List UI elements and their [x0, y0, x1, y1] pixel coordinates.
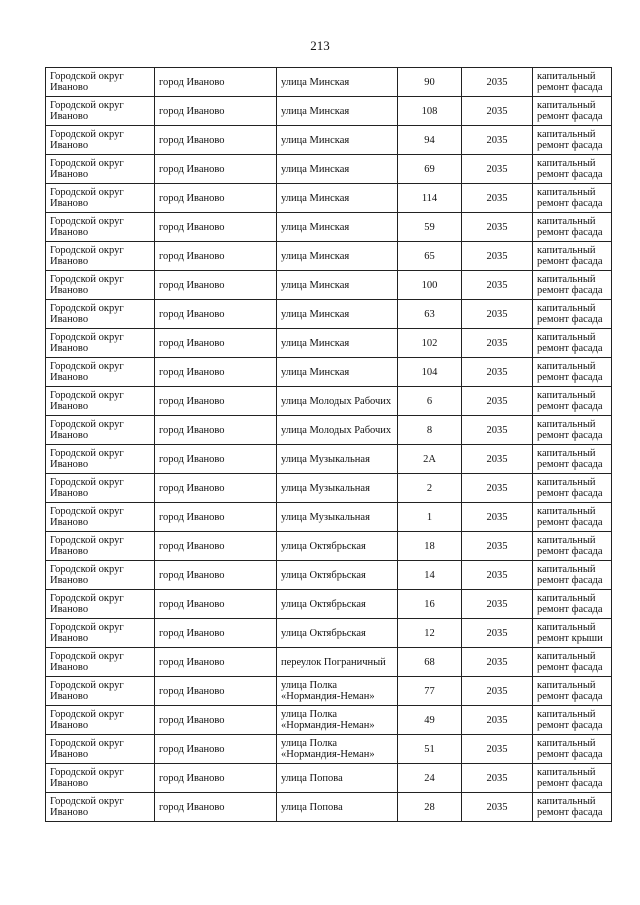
house-number-cell: 18: [398, 532, 462, 561]
table-row: [46, 97, 612, 126]
district-cell: Городской округ Иваново: [46, 445, 155, 474]
city-cell: город Иваново: [155, 97, 277, 126]
table-row: [46, 184, 612, 213]
district-cell: Городской округ Иваново: [46, 184, 155, 213]
house-number-cell: 90: [398, 68, 462, 97]
city-cell: город Иваново: [155, 329, 277, 358]
table-row: [46, 358, 612, 387]
city-cell: город Иваново: [155, 793, 277, 822]
district-cell: Городской округ Иваново: [46, 706, 155, 735]
work-type-cell: капитальный ремонт фасада: [533, 213, 612, 242]
city-cell: город Иваново: [155, 300, 277, 329]
work-type-cell: капитальный ремонт фасада: [533, 184, 612, 213]
table-row: [46, 126, 612, 155]
work-type-cell: капитальный ремонт фасада: [533, 677, 612, 706]
street-cell: улица Минская: [277, 271, 398, 300]
table-body: [46, 68, 612, 822]
house-number-cell: 102: [398, 329, 462, 358]
work-type-cell: капитальный ремонт фасада: [533, 416, 612, 445]
year-cell: 2035: [462, 358, 533, 387]
house-number-cell: 65: [398, 242, 462, 271]
year-cell: 2035: [462, 561, 533, 590]
house-number-cell: 28: [398, 793, 462, 822]
city-cell: город Иваново: [155, 68, 277, 97]
district-cell: Городской округ Иваново: [46, 97, 155, 126]
house-number-cell: 59: [398, 213, 462, 242]
city-cell: город Иваново: [155, 706, 277, 735]
year-cell: 2035: [462, 532, 533, 561]
table-row: [46, 213, 612, 242]
work-type-cell: капитальный ремонт фасада: [533, 155, 612, 184]
house-number-cell: 2А: [398, 445, 462, 474]
district-cell: Городской округ Иваново: [46, 677, 155, 706]
table-row: [46, 68, 612, 97]
city-cell: город Иваново: [155, 474, 277, 503]
city-cell: город Иваново: [155, 358, 277, 387]
district-cell: Городской округ Иваново: [46, 416, 155, 445]
year-cell: 2035: [462, 677, 533, 706]
work-type-cell: капитальный ремонт фасада: [533, 764, 612, 793]
table-row: [46, 445, 612, 474]
table-row: [46, 300, 612, 329]
year-cell: 2035: [462, 97, 533, 126]
work-type-cell: капитальный ремонт фасада: [533, 242, 612, 271]
district-cell: Городской округ Иваново: [46, 735, 155, 764]
table-row: [46, 648, 612, 677]
district-cell: Городской округ Иваново: [46, 329, 155, 358]
house-number-cell: 77: [398, 677, 462, 706]
work-type-cell: капитальный ремонт фасада: [533, 503, 612, 532]
table-row: [46, 155, 612, 184]
house-number-cell: 8: [398, 416, 462, 445]
city-cell: город Иваново: [155, 184, 277, 213]
work-type-cell: капитальный ремонт фасада: [533, 706, 612, 735]
work-type-cell: капитальный ремонт фасада: [533, 271, 612, 300]
house-number-cell: 114: [398, 184, 462, 213]
work-type-cell: капитальный ремонт фасада: [533, 561, 612, 590]
street-cell: улица Октябрьская: [277, 590, 398, 619]
district-cell: Городской округ Иваново: [46, 474, 155, 503]
work-type-cell: капитальный ремонт фасада: [533, 300, 612, 329]
city-cell: город Иваново: [155, 648, 277, 677]
street-cell: улица Октябрьская: [277, 532, 398, 561]
house-number-cell: 69: [398, 155, 462, 184]
work-type-cell: капитальный ремонт фасада: [533, 532, 612, 561]
year-cell: 2035: [462, 184, 533, 213]
year-cell: 2035: [462, 300, 533, 329]
repair-schedule-table: [45, 67, 612, 822]
city-cell: город Иваново: [155, 445, 277, 474]
street-cell: улица Минская: [277, 329, 398, 358]
street-cell: улица Попова: [277, 764, 398, 793]
year-cell: 2035: [462, 68, 533, 97]
table-row: [46, 764, 612, 793]
street-cell: переулок Пограничный: [277, 648, 398, 677]
house-number-cell: 2: [398, 474, 462, 503]
city-cell: город Иваново: [155, 619, 277, 648]
street-cell: улица Октябрьская: [277, 561, 398, 590]
city-cell: город Иваново: [155, 561, 277, 590]
district-cell: Городской округ Иваново: [46, 793, 155, 822]
city-cell: город Иваново: [155, 735, 277, 764]
district-cell: Городской округ Иваново: [46, 213, 155, 242]
street-cell: улица Музыкальная: [277, 503, 398, 532]
street-cell: улица Минская: [277, 155, 398, 184]
work-type-cell: капитальный ремонт фасада: [533, 97, 612, 126]
work-type-cell: капитальный ремонт фасада: [533, 793, 612, 822]
house-number-cell: 51: [398, 735, 462, 764]
house-number-cell: 49: [398, 706, 462, 735]
house-number-cell: 68: [398, 648, 462, 677]
district-cell: Городской округ Иваново: [46, 648, 155, 677]
year-cell: 2035: [462, 706, 533, 735]
street-cell: улица Полка «Нормандия-Неман»: [277, 735, 398, 764]
year-cell: 2035: [462, 271, 533, 300]
work-type-cell: капитальный ремонт фасада: [533, 474, 612, 503]
table-row: [46, 474, 612, 503]
city-cell: город Иваново: [155, 590, 277, 619]
table-row: [46, 532, 612, 561]
house-number-cell: 14: [398, 561, 462, 590]
city-cell: город Иваново: [155, 677, 277, 706]
work-type-cell: капитальный ремонт фасада: [533, 126, 612, 155]
street-cell: улица Молодых Рабочих: [277, 387, 398, 416]
street-cell: улица Октябрьская: [277, 619, 398, 648]
work-type-cell: капитальный ремонт фасада: [533, 648, 612, 677]
house-number-cell: 24: [398, 764, 462, 793]
district-cell: Городской округ Иваново: [46, 387, 155, 416]
work-type-cell: капитальный ремонт фасада: [533, 735, 612, 764]
year-cell: 2035: [462, 416, 533, 445]
street-cell: улица Попова: [277, 793, 398, 822]
district-cell: Городской округ Иваново: [46, 155, 155, 184]
year-cell: 2035: [462, 735, 533, 764]
work-type-cell: капитальный ремонт фасада: [533, 68, 612, 97]
table-row: [46, 706, 612, 735]
table-row: [46, 242, 612, 271]
work-type-cell: капитальный ремонт фасада: [533, 445, 612, 474]
house-number-cell: 63: [398, 300, 462, 329]
city-cell: город Иваново: [155, 764, 277, 793]
table-row: [46, 590, 612, 619]
work-type-cell: капитальный ремонт фасада: [533, 329, 612, 358]
year-cell: 2035: [462, 764, 533, 793]
table-row: [46, 619, 612, 648]
city-cell: город Иваново: [155, 387, 277, 416]
year-cell: 2035: [462, 213, 533, 242]
city-cell: город Иваново: [155, 503, 277, 532]
district-cell: Городской округ Иваново: [46, 619, 155, 648]
house-number-cell: 108: [398, 97, 462, 126]
year-cell: 2035: [462, 474, 533, 503]
district-cell: Городской округ Иваново: [46, 126, 155, 155]
table-row: [46, 793, 612, 822]
work-type-cell: капитальный ремонт крыши: [533, 619, 612, 648]
street-cell: улица Минская: [277, 358, 398, 387]
city-cell: город Иваново: [155, 213, 277, 242]
district-cell: Городской округ Иваново: [46, 764, 155, 793]
table-row: [46, 677, 612, 706]
street-cell: улица Минская: [277, 242, 398, 271]
year-cell: 2035: [462, 242, 533, 271]
work-type-cell: капитальный ремонт фасада: [533, 358, 612, 387]
house-number-cell: 104: [398, 358, 462, 387]
district-cell: Городской округ Иваново: [46, 503, 155, 532]
district-cell: Городской округ Иваново: [46, 358, 155, 387]
year-cell: 2035: [462, 155, 533, 184]
table-row: [46, 503, 612, 532]
year-cell: 2035: [462, 503, 533, 532]
year-cell: 2035: [462, 648, 533, 677]
table-row: [46, 329, 612, 358]
table-row: [46, 271, 612, 300]
district-cell: Городской округ Иваново: [46, 271, 155, 300]
district-cell: Городской округ Иваново: [46, 300, 155, 329]
table-row: [46, 735, 612, 764]
table-row: [46, 387, 612, 416]
table-row: [46, 561, 612, 590]
house-number-cell: 6: [398, 387, 462, 416]
street-cell: улица Полка «Нормандия-Неман»: [277, 677, 398, 706]
year-cell: 2035: [462, 329, 533, 358]
city-cell: город Иваново: [155, 126, 277, 155]
city-cell: город Иваново: [155, 155, 277, 184]
street-cell: улица Минская: [277, 68, 398, 97]
street-cell: улица Музыкальная: [277, 474, 398, 503]
work-type-cell: капитальный ремонт фасада: [533, 590, 612, 619]
street-cell: улица Минская: [277, 97, 398, 126]
table-row: [46, 416, 612, 445]
city-cell: город Иваново: [155, 416, 277, 445]
city-cell: город Иваново: [155, 532, 277, 561]
street-cell: улица Минская: [277, 184, 398, 213]
year-cell: 2035: [462, 793, 533, 822]
house-number-cell: 16: [398, 590, 462, 619]
year-cell: 2035: [462, 445, 533, 474]
street-cell: улица Музыкальная: [277, 445, 398, 474]
year-cell: 2035: [462, 126, 533, 155]
year-cell: 2035: [462, 387, 533, 416]
street-cell: улица Минская: [277, 126, 398, 155]
city-cell: город Иваново: [155, 242, 277, 271]
district-cell: Городской округ Иваново: [46, 242, 155, 271]
house-number-cell: 12: [398, 619, 462, 648]
district-cell: Городской округ Иваново: [46, 68, 155, 97]
house-number-cell: 94: [398, 126, 462, 155]
district-cell: Городской округ Иваново: [46, 561, 155, 590]
district-cell: Городской округ Иваново: [46, 590, 155, 619]
street-cell: улица Молодых Рабочих: [277, 416, 398, 445]
house-number-cell: 100: [398, 271, 462, 300]
house-number-cell: 1: [398, 503, 462, 532]
street-cell: улица Минская: [277, 300, 398, 329]
work-type-cell: капитальный ремонт фасада: [533, 387, 612, 416]
street-cell: улица Полка «Нормандия-Неман»: [277, 706, 398, 735]
street-cell: улица Минская: [277, 213, 398, 242]
page-number: 213: [310, 38, 330, 53]
district-cell: Городской округ Иваново: [46, 532, 155, 561]
year-cell: 2035: [462, 590, 533, 619]
city-cell: город Иваново: [155, 271, 277, 300]
year-cell: 2035: [462, 619, 533, 648]
